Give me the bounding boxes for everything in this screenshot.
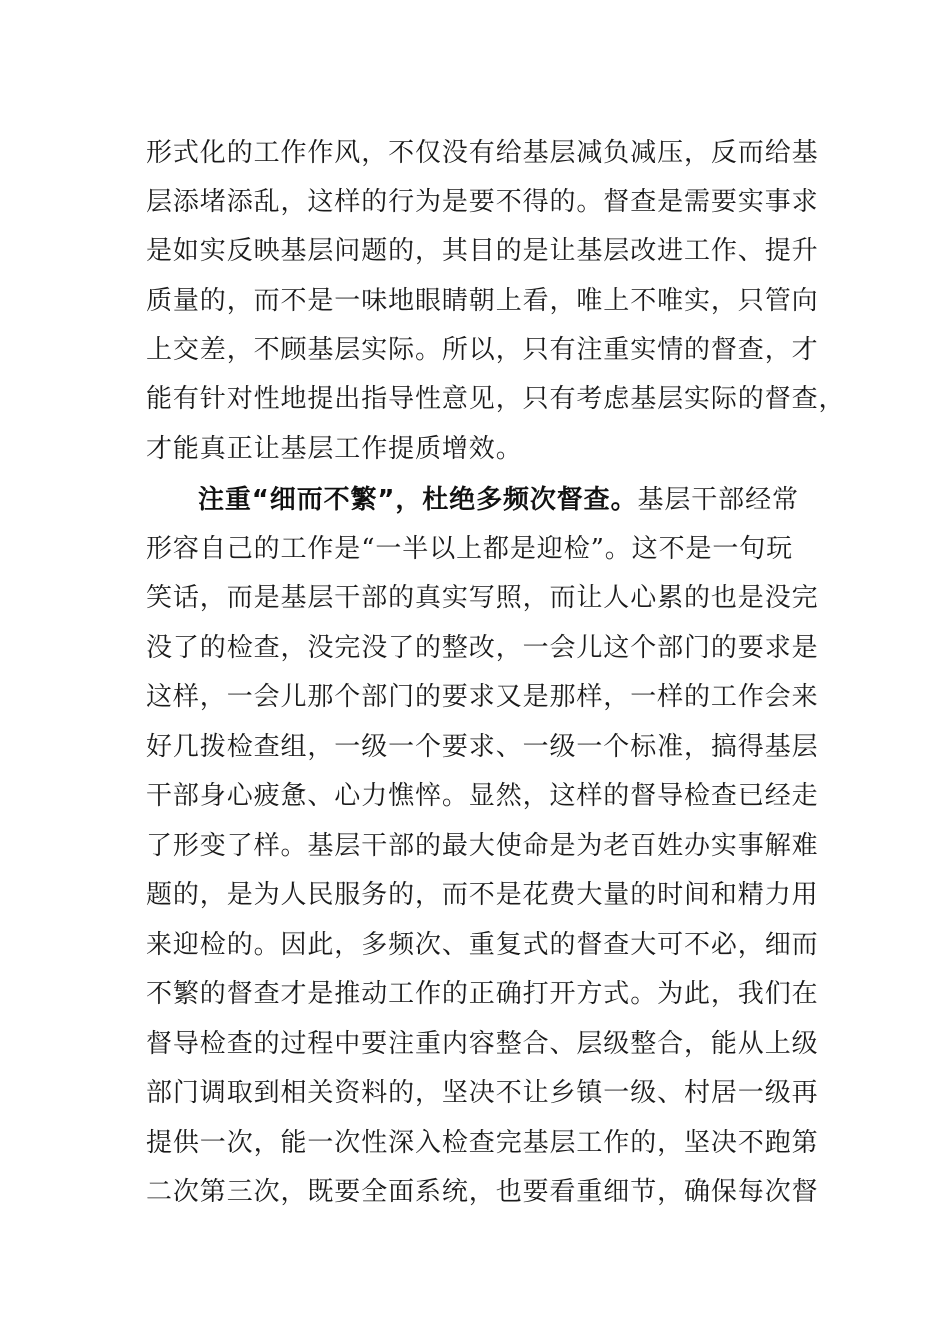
paragraph-line: 才能真正让基层工作提质增效。	[146, 434, 523, 464]
paragraph-line: 好几拨检查组，一级一个要求、一级一个标准，搞得基层	[146, 732, 819, 762]
section-heading: 注重“细而不繁”，杜绝多频次督查。	[198, 485, 638, 515]
paragraph-line: 上交差，不顾基层实际。所以，只有注重实情的督查，才	[146, 335, 819, 365]
paragraph-line: 没了的检查，没完没了的整改，一会儿这个部门的要求是	[146, 633, 819, 663]
paragraph-first-line	[198, 480, 799, 520]
paragraph-line: 二次第三次，既要全面系统，也要看重细节，确保每次督	[146, 1177, 819, 1207]
paragraph-line: 形容自己的工作是“一半以上都是迎检”。这不是一句玩	[146, 534, 794, 564]
paragraph-line: 质量的，而不是一味地眼睛朝上看，唯上不唯实，只管向	[146, 286, 819, 316]
paragraph-line: 部门调取到相关资料的，坚决不让乡镇一级、村居一级再	[146, 1078, 819, 1108]
paragraph-line: 形式化的工作作风，不仅没有给基层减负减压，反而给基	[146, 138, 819, 168]
paragraph-line: 层添堵添乱，这样的行为是要不得的。督查是需要实事求	[146, 187, 819, 217]
paragraph-line: 了形变了样。基层干部的最大使命是为老百姓办实事解难	[146, 831, 819, 861]
paragraph-line: 题的，是为人民服务的，而不是花费大量的时间和精力用	[146, 880, 819, 910]
paragraph-line: 能有针对性地提出指导性意见，只有考虑基层实际的督查，	[146, 384, 846, 414]
paragraph-line: 提供一次，能一次性深入检查完基层工作的，坚决不跑第	[146, 1128, 819, 1158]
paragraph-line: 督导检查的过程中要注重内容整合、层级整合，能从上级	[146, 1029, 819, 1059]
paragraph-line: 笑话，而是基层干部的真实写照，而让人心累的也是没完	[146, 583, 819, 613]
paragraph-line: 来迎检的。因此，多频次、重复式的督查大可不必，细而	[146, 930, 819, 960]
paragraph-line: 不繁的督查才是推动工作的正确打开方式。为此，我们在	[146, 979, 819, 1009]
paragraph-line: 这样，一会儿那个部门的要求又是那样，一样的工作会来	[146, 682, 819, 712]
paragraph-line: 是如实反映基层问题的，其目的是让基层改进工作、提升	[146, 236, 819, 266]
paragraph-line: 干部身心疲惫、心力憔悴。显然，这样的督导检查已经走	[146, 781, 819, 811]
paragraph-text: 基层干部经常	[637, 485, 799, 515]
